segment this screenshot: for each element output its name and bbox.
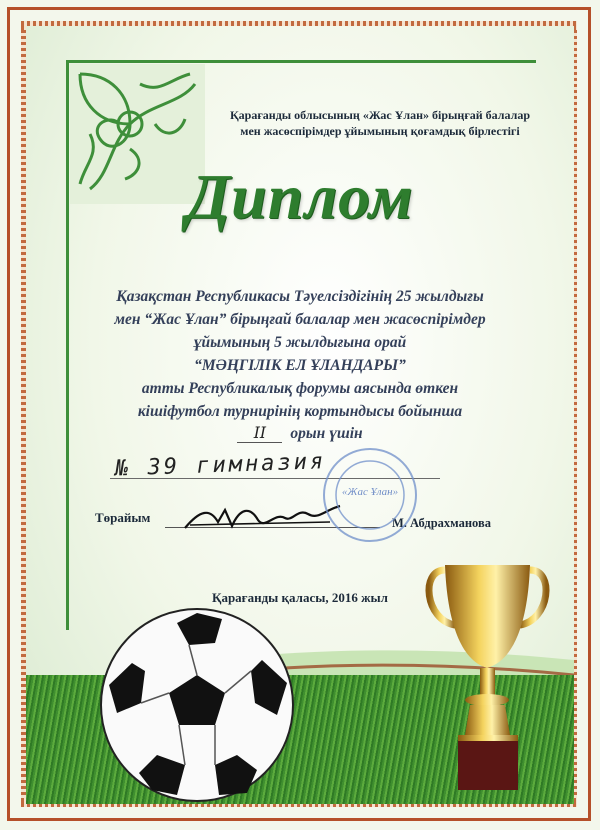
city-year: Қарағанды қаласы, 2016 жыл bbox=[212, 590, 388, 605]
award-line-4: “МӘҢГІЛІК ЕЛ ҰЛАНДАРЫ” bbox=[194, 357, 406, 374]
diploma-title: Диплом bbox=[186, 161, 414, 232]
signatory-role: Төрайым bbox=[95, 510, 151, 525]
org-line-1: Қарағанды облысының «Жас Ұлан» бірыңғай балалар bbox=[229, 108, 531, 122]
award-text bbox=[60, 285, 540, 423]
official-stamp-icon bbox=[320, 445, 420, 545]
stamp-text: «Жас Ұлан» bbox=[341, 486, 399, 498]
recipient-name: № 39 гимназия bbox=[114, 449, 327, 482]
soccer-ball-icon bbox=[97, 605, 297, 805]
organization-header bbox=[220, 107, 540, 139]
place-suffix: орын үшін bbox=[290, 425, 363, 442]
award-line-6: кішіфутбол турнирінің кортындысы бойынша bbox=[137, 403, 463, 420]
award-line-5: атты Республикалық форумы аясында өткен bbox=[141, 380, 459, 397]
place-value: II bbox=[237, 424, 282, 443]
green-rule-horizontal bbox=[66, 60, 536, 63]
trophy-cup-icon bbox=[420, 550, 555, 800]
award-line-1: Қазақстан Республикасы Тәуелсіздігінің 25 жылдығы bbox=[116, 288, 484, 305]
award-line-2: мен “Жас Ұлан” бірыңғай балалар мен жасөспірімдер bbox=[114, 311, 486, 328]
award-line-3: ұйымының 5 жылдығына орай bbox=[193, 334, 407, 351]
signatory-name: М. Абдрахманова bbox=[392, 516, 491, 530]
org-line-2: мен жасөспірімдер ұйымының қоғамдық бірлестігі bbox=[240, 124, 520, 138]
place-line bbox=[60, 424, 540, 443]
